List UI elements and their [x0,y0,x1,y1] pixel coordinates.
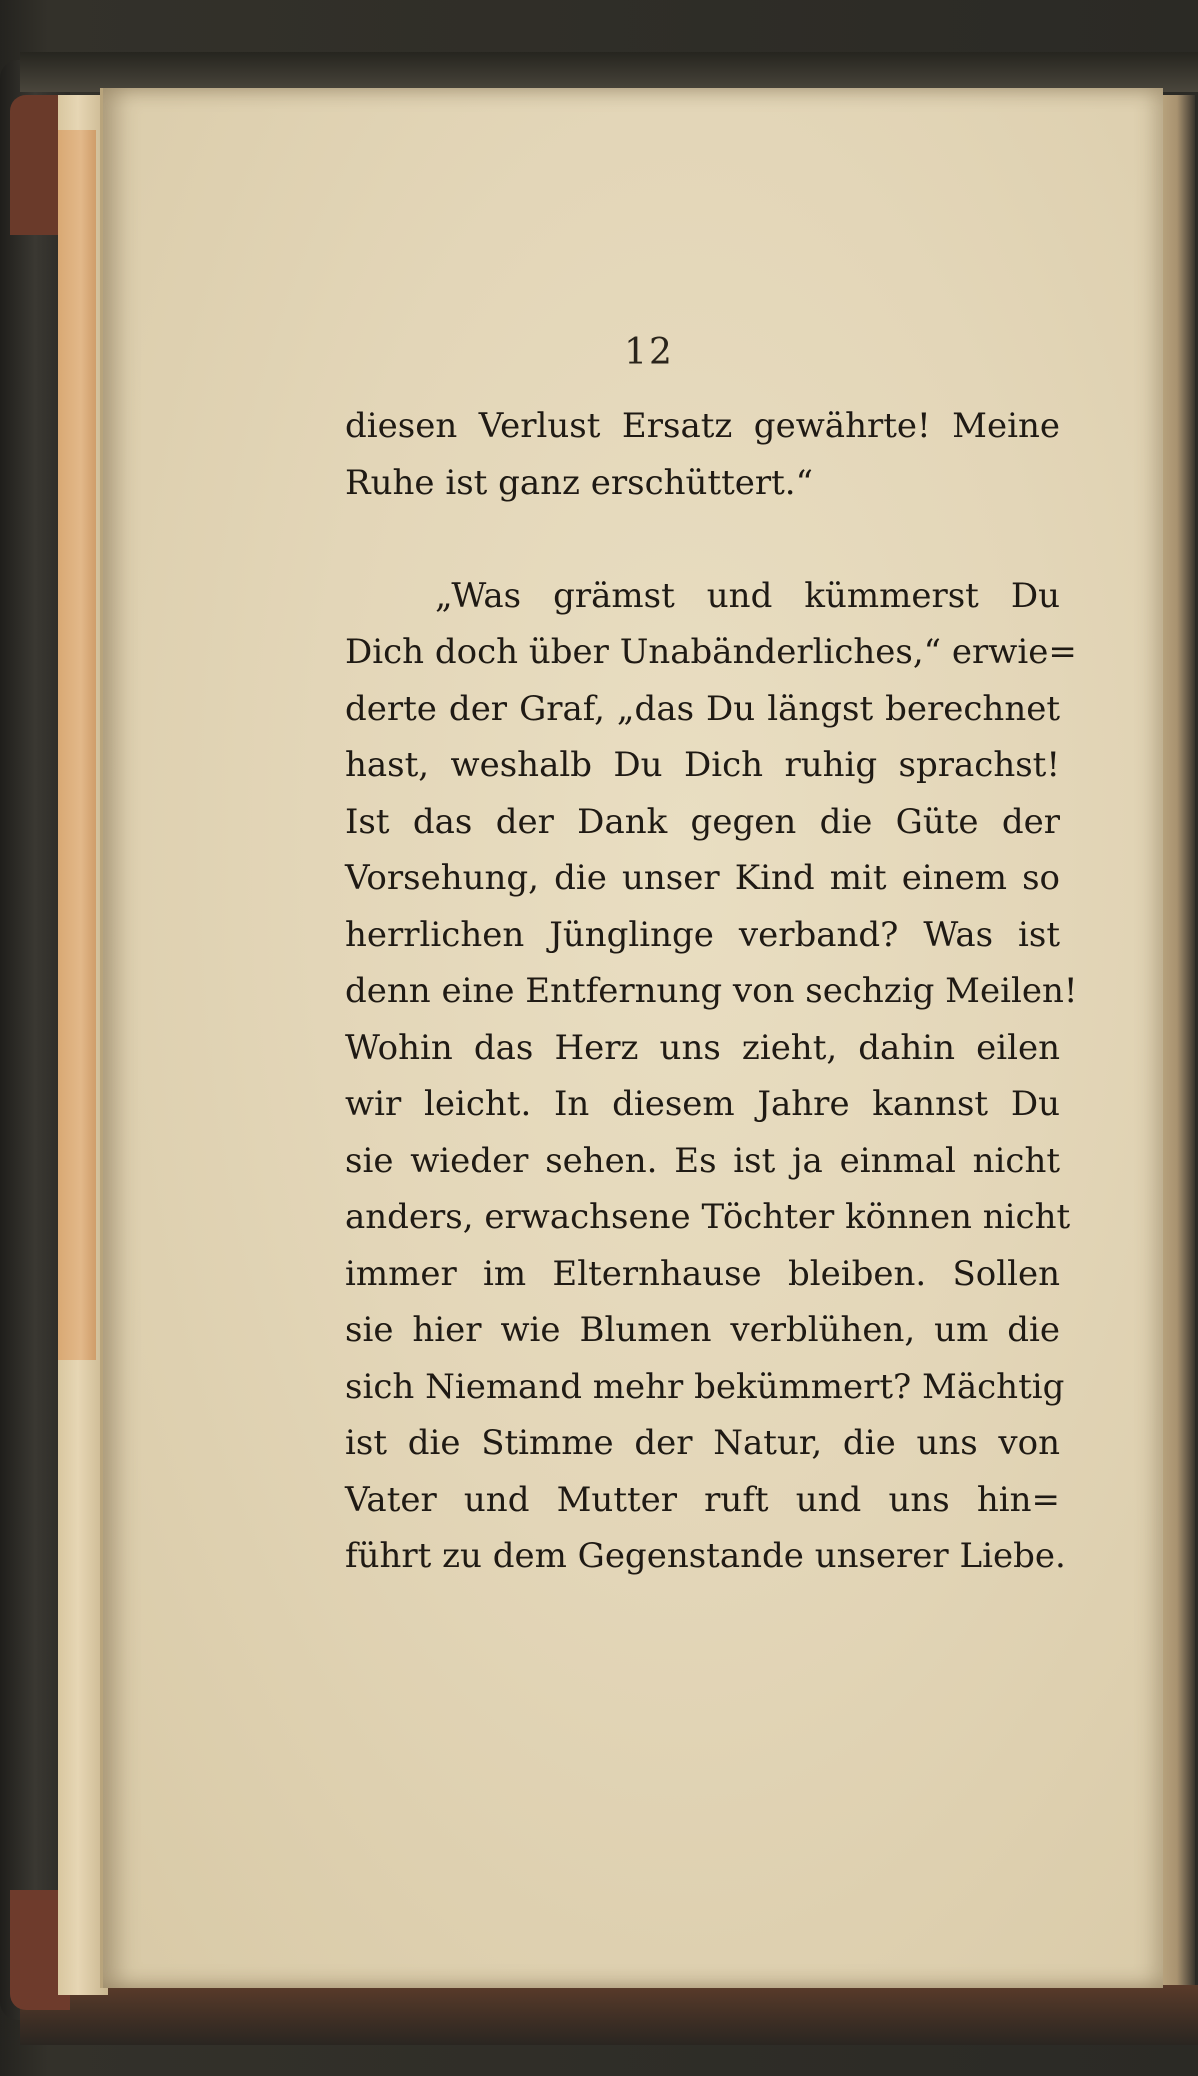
text-line: diesen Verlust Ersatz gewährte! Meine [345,406,1060,446]
text-line: sich Niemand mehr bekümmert? Mächtig [345,1366,1065,1407]
text-line: Dich doch über Unabänderliches,“ erwie= [345,632,1077,672]
text-line: Ruhe ist ganz erschüttert.“ [345,462,813,503]
text-line: wir leicht. In diesem Jahre kannst Du [345,1084,1060,1124]
text-line: Ist das der Dank gegen die Güte der [345,801,1060,842]
book-cover-bottom-edge [20,1985,1198,2045]
text-line: immer im Elternhause bleiben. Sollen [345,1253,1060,1294]
text-line: denn eine Entfernung von sechzig Meilen! [345,971,1078,1011]
page-text [345,398,1078,1585]
page-number: 12 [624,332,674,373]
text-line: Vorsehung, die unser Kind mit einem so [345,858,1060,898]
text-line: führt zu dem Gegenstande unserer Liebe. [345,1536,1066,1576]
text-line: Vater und Mutter ruft und uns hin= [345,1479,1060,1520]
book-cover-top-edge [20,52,1198,92]
text-line: „Was grämst und kümmerst Du [435,575,1060,616]
text-line: herrlichen Jünglinge verband? Was ist [345,914,1060,955]
text-line: sie hier wie Blumen verblühen, um die [345,1310,1060,1350]
text-line: hast, weshalb Du Dich ruhig sprachst! [345,745,1060,785]
paragraph-gap [345,511,1060,568]
flyleaf-strip [58,130,96,1360]
text-line: Wohin das Herz uns zieht, dahin eilen [345,1027,1060,1068]
text-line: ist die Stimme der Natur, die uns von [345,1423,1060,1463]
text-line: derte der Graf, „das Du längst berechnet [345,688,1060,729]
text-line: sie wieder sehen. Es ist ja einmal nicht [345,1140,1060,1181]
text-line: anders, erwachsene Töchter können nicht [345,1197,1071,1237]
